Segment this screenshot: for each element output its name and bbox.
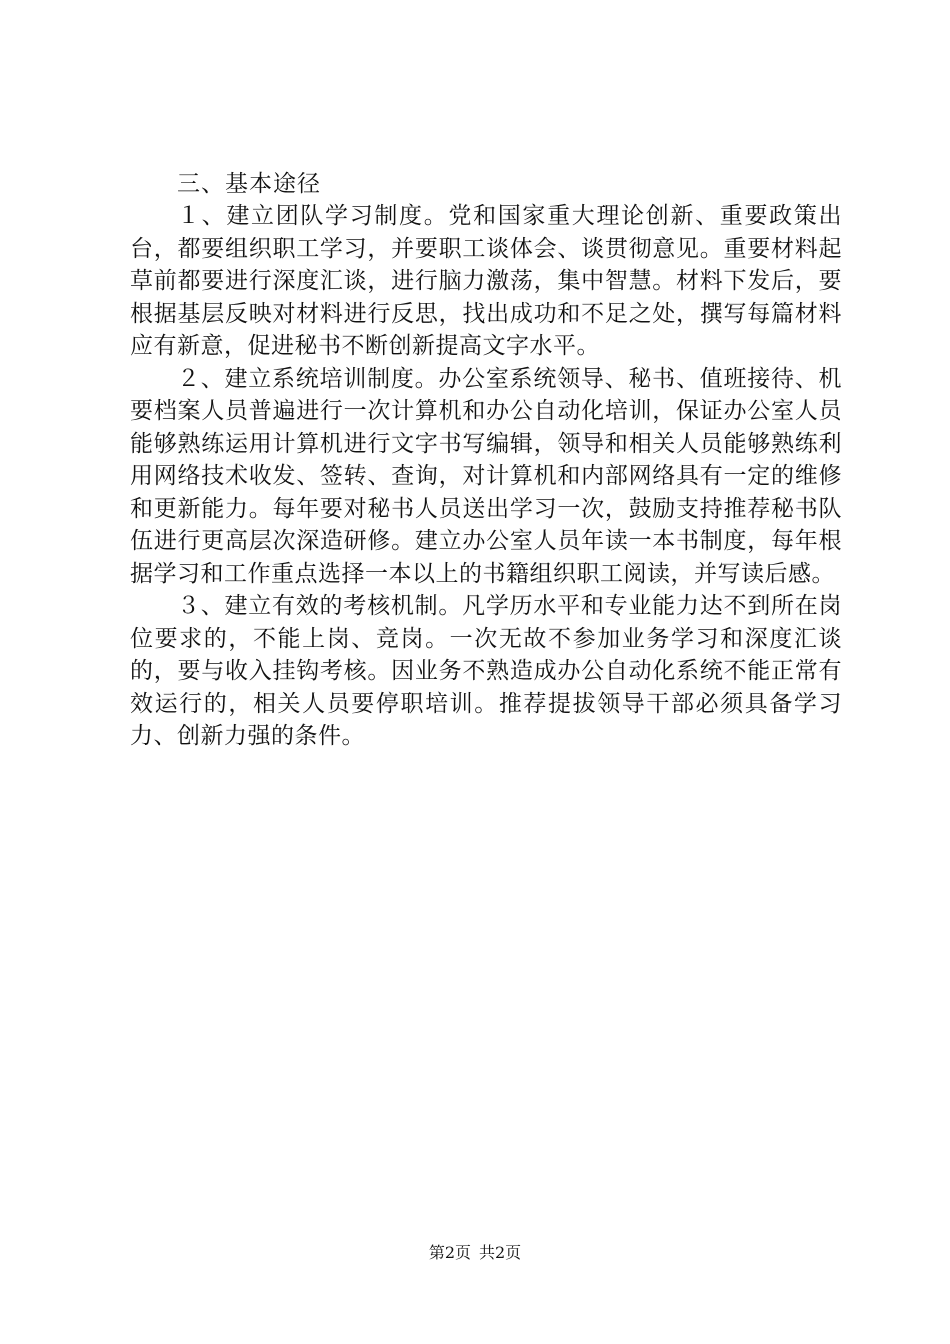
document-body xyxy=(130,168,842,753)
page-number: 第2页 xyxy=(428,1243,471,1262)
paragraph-assessment: ３、建立有效的考核机制。凡学历水平和专业能力达不到所在岗位要求的，不能上岗、竞岗。一次无故不参加业务学习和深度汇谈的，要与收入挂钩考核。因业务不熟造成办公自动化系统不能正常有效运行的，相关人员要停职培训。推荐提拔领导干部必须具备学习力、创新力强的条件。 xyxy=(130,593,842,749)
page-total: 共2页 xyxy=(479,1243,522,1262)
paragraph-team-learning: １、建立团队学习制度。党和国家重大理论创新、重要政策出台，都要组织职工学习，并要职工谈体会、谈贯彻意见。重要材料起草前都要进行深度汇谈，进行脑力激荡，集中智慧。材料下发后，要根据基层反映对材料进行反思，找出成功和不足之处，撰写每篇材料应有新意，促进秘书不断创新提高文字水平。 xyxy=(130,203,842,359)
page-footer xyxy=(0,1242,950,1264)
section-heading: 三、基本途径 xyxy=(177,171,321,197)
paragraph-system-training: ２、建立系统培训制度。办公室系统领导、秘书、值班接待、机要档案人员普遍进行一次计算机和办公自动化培训，保证办公室人员能够熟练运用计算机进行文字书写编辑，领导和相关人员能够熟练利用网络技术收发、签转、查询，对计算机和内部网络具有一定的维修和更新能力。每年要对秘书人员送出学习一次，鼓励支持推荐秘书队伍进行更高层次深造研修。建立办公室人员年读一本书制度，每年根据学习和工作重点选择一本以上的书籍组织职工阅读，并写读后感。 xyxy=(130,365,842,587)
